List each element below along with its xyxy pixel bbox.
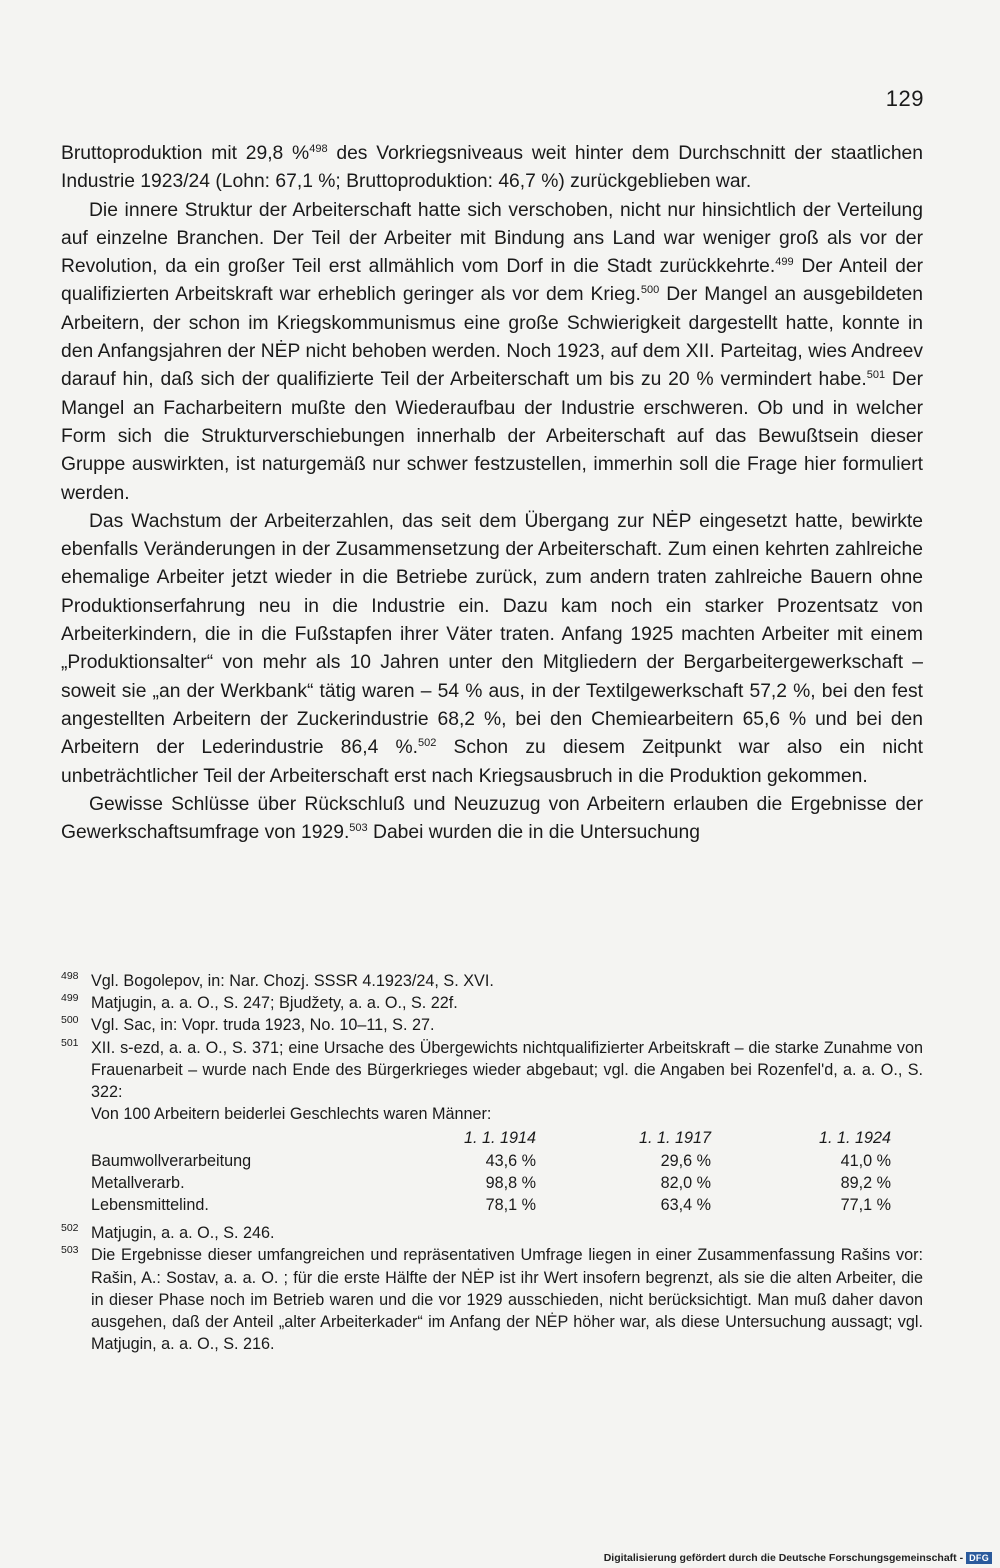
table-cell: 98,8 %	[485, 1173, 536, 1192]
table-header: 1. 1. 1924	[818, 1129, 891, 1148]
table-row	[91, 1150, 891, 1172]
table-cell: 77,1 %	[840, 1196, 891, 1215]
footnote-mark: 500	[61, 1014, 79, 1027]
footnotes	[61, 970, 923, 1355]
table-header-row	[91, 1127, 891, 1149]
text-run: Der Anteil der qualifizierten Arbeitskraft war erheblich geringer als vor dem Krieg.	[61, 256, 923, 306]
men-share-table	[91, 1127, 891, 1216]
table-header: 1. 1. 1917	[638, 1129, 711, 1148]
footnote-text: Matjugin, a. a. O., S. 246.	[91, 1224, 275, 1243]
footnote-498	[61, 970, 923, 992]
table-cell: 63,4 %	[660, 1196, 711, 1215]
footnote-499	[61, 992, 923, 1014]
footnote-text: XII. s-ezd, a. a. O., S. 371; eine Ursache des Übergewichts nichtqualifizierter Arbeitskraft – die starke Zunahme von Frauenarbeit – wurde nach Ende des Bürgerkrieges wieder abgebaut; vgl. die Angaben bei Rozenfel'd, a. a. O., S. 322:	[91, 1038, 923, 1102]
table-caption: Von 100 Arbeitern beiderlei Geschlechts waren Männer:	[91, 1105, 492, 1124]
text-run: Dabei wurden die in die Untersuchung	[367, 822, 700, 844]
footnote-ref-498: 498	[309, 143, 328, 155]
dfg-logo: DFG	[966, 1552, 992, 1564]
digitization-credit	[604, 1552, 992, 1564]
footnote-ref-499: 499	[775, 256, 794, 269]
footnote-mark: 502	[61, 1222, 79, 1235]
table-row	[91, 1194, 891, 1216]
table-cell: Metallverarb.	[91, 1173, 185, 1192]
table-cell: 29,6 %	[660, 1151, 711, 1170]
footnote-text: Vgl. Sac, in: Vopr. truda 1923, No. 10–11, S. 27.	[91, 1016, 435, 1035]
table-row	[91, 1172, 891, 1194]
footnote-text: Vgl. Bogolepov, in: Nar. Chozj. SSSR 4.1923/24, S. XVI.	[91, 972, 494, 990]
table-cell: 78,1 %	[485, 1196, 536, 1215]
footnote-text: Die Ergebnisse dieser umfangreichen und repräsentativen Umfrage liegen in einer Zusammenfassung Rašins vor: Rašin, A.: Sostav, a. a. O. ; für die erste Hälfte der NĖP ist ihr Wert insofern begrenzt, als sie die alten Arbeiter, die in dieser Phase noch im Betrieb waren und die vor 1929 ausschieden, nicht berücksichtigt. Man muß daher davon ausgehen, daß der Anteil „alter Arbeiterkader“ im Anfang der NĖP höher war, als diese Untersuchung aussagt; vgl. Matjugin, a. a. O., S. 216.	[91, 1246, 923, 1354]
text-run: Bruttoproduktion mit 29,8 %	[61, 143, 310, 164]
table-cell: Lebensmittelind.	[91, 1196, 209, 1215]
paragraph-3	[61, 508, 923, 791]
text-run: Der Mangel an Facharbeitern mußte den Wiederaufbau der Industrie erschweren. Ob und in welcher Form sich die Strukturverschiebungen innerhalb der Arbeiterschaft auf das Bewußtsein dieser Gruppe auswirkten, ist naturgemäß nur schwer festzustellen, immerhin soll die Frage hier formuliert werden.	[61, 369, 923, 504]
paragraph-2	[61, 197, 923, 508]
table-cell: 43,6 %	[485, 1151, 536, 1170]
footnote-text: Matjugin, a. a. O., S. 247; Bjudžety, a. a. O., S. 22f.	[91, 994, 458, 1013]
footnote-501	[61, 1037, 923, 1217]
paragraph-1	[61, 140, 923, 197]
table-cell: 41,0 %	[840, 1151, 891, 1170]
table-cell: 89,2 %	[840, 1173, 891, 1192]
paragraph-4	[61, 791, 923, 848]
text-run: Schon zu diesem Zeitpunkt war also ein nicht unbeträchtlicher Teil der Arbeiterschaft erst nach Kriegsausbruch in die Produktion gekommen.	[61, 737, 923, 787]
footnote-ref-502: 502	[417, 737, 437, 750]
text-run: Das Wachstum der Arbeiterzahlen, das seit dem Übergang zur NĖP eingesetzt hatte, bewirkte ebenfalls Veränderungen in der Zusammensetzung der Arbeiterschaft. Zum einen kehrten zahlreiche ehemalige Arbeiter jetzt wieder in die Betriebe zurück, zum andern traten zahlreiche Bauern ohne Produktionserfahrung neu in die Industrie ein. Dazu kam noch ein starker Prozentsatz von Arbeiterkindern, die in die Fußstapfen ihrer Väter traten. Anfang 1925 machten Arbeiter mit einem „Produktionsalter“ von mehr als 10 Jahren unter den Mitgliedern der Bergarbeitergewerkschaft – soweit sie „an der Werkbank“ tätig waren – 54 % aus, in der Textilgewerkschaft 57,2 %, bei den fest angestellten Arbeitern der Zuckerindustrie 68,2 %, bei den Chemiearbeitern 65,6 % und bei den Arbeitern der Lederindustrie 86,4 %.	[61, 510, 923, 759]
footnote-mark: 503	[61, 1244, 79, 1257]
text-run: Der Mangel an ausgebildeten Arbeitern, der schon im Kriegskommunismus eine große Schwierigkeit dargestellt hatte, konnte in den Anfangsjahren der NĖP nicht behoben werden. Noch 1923, auf dem XII. Parteitag, wies Andreev darauf hin, daß sich der qualifizierte Teil der Arbeiterschaft um bis zu 20 % vermindert habe.	[61, 284, 923, 391]
footnote-ref-501: 501	[866, 369, 886, 382]
footnote-503	[61, 1244, 923, 1355]
footnote-ref-503: 503	[349, 822, 368, 835]
footnote-500	[61, 1014, 923, 1036]
text-run: Die innere Struktur der Arbeiterschaft hatte sich verschoben, nicht nur hinsichtlich der Verteilung auf einzelne Branchen. Der Teil der Arbeiter mit Bindung ans Land war weniger groß als vor der Revolution, da ein großer Teil erst allmählich vom Dorf in die Stadt zurückkehrte.	[61, 199, 923, 278]
credit-text: Digitalisierung gefördert durch die Deutsche Forschungsgemeinschaft -	[603, 1552, 964, 1564]
page-number: 129	[885, 86, 924, 111]
table-header: 1. 1. 1914	[463, 1129, 536, 1148]
table-cell: 82,0 %	[660, 1173, 711, 1192]
footnote-mark: 499	[61, 992, 79, 1005]
footnote-mark: 498	[61, 970, 79, 982]
footnote-mark: 501	[61, 1036, 79, 1049]
table-header	[91, 1127, 341, 1149]
main-text	[61, 140, 923, 847]
text-run: Gewisse Schlüsse über Rückschluß und Neuzuzug von Arbeitern erlauben die Ergebnisse der Gewerkschaftsumfrage von 1929.	[61, 793, 923, 844]
footnote-502	[61, 1222, 923, 1244]
table-cell: Baumwollverarbeitung	[91, 1151, 252, 1170]
footnote-ref-500: 500	[640, 284, 660, 297]
text-run: des Vorkriegsniveaus weit hinter dem Durchschnitt der staatlichen Industrie 1923/24 (Lohn: 67,1 %; Bruttoproduktion: 46,7 %) zurückgeblieben war.	[61, 143, 923, 193]
